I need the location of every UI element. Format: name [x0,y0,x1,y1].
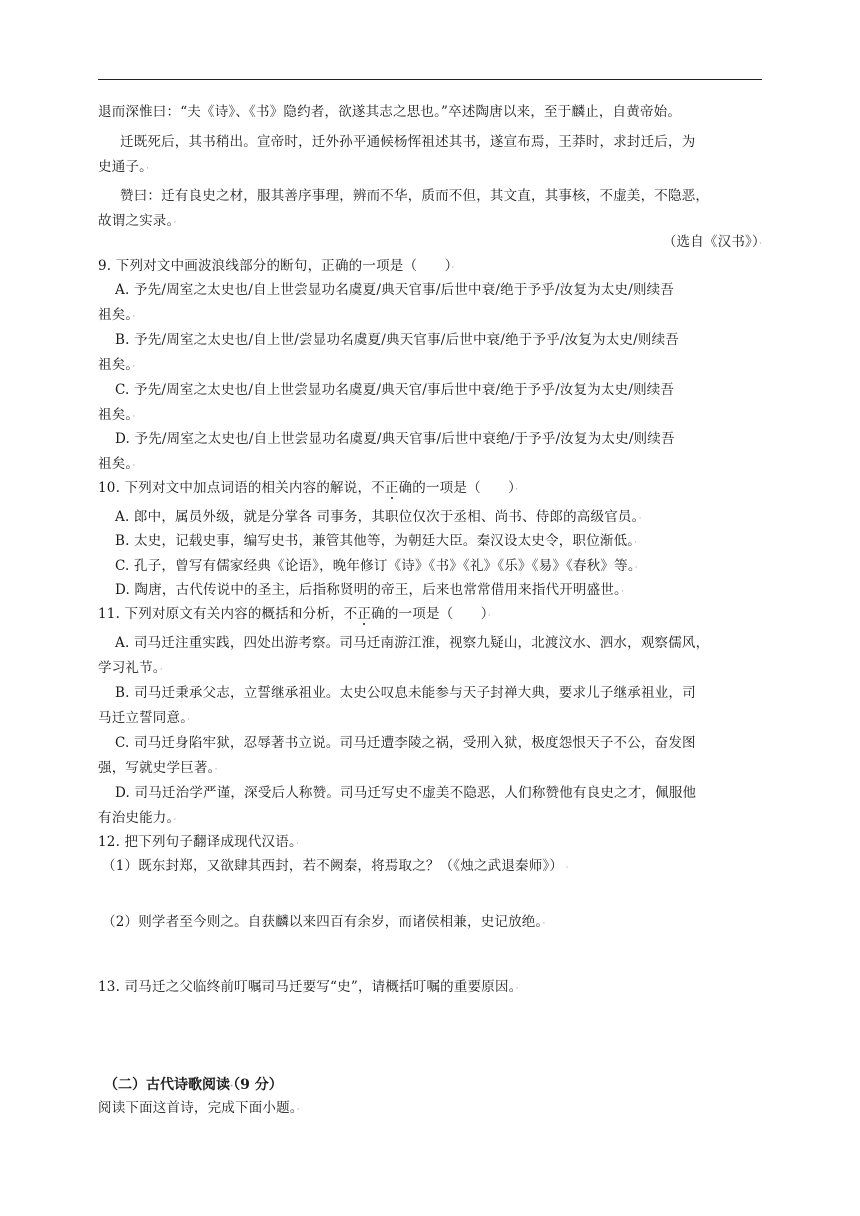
q9-option-d-cont: 祖矣。· [98,456,136,472]
q12-sentence-1: （1）既东封郑，又欲肆其西封，若不阙秦，将焉取之？（《烛之武退秦师》） · [102,858,569,874]
passage-source: （选自《汉书》）· [662,234,762,250]
q12-sentence-2: （2）则学者至今则之。自获麟以来四百有余岁，而诸侯相兼，史记放绝。· [102,914,546,930]
section-heading: （二）古代诗歌阅读·（9 分） [104,1077,283,1093]
q10-option-d: D. 陶唐，古代传说中的圣主，后指称贤明的帝王，后来也常常借用来指代开明盛世。· [115,582,625,598]
question-10-stem: 10. 下列对文中加点词语的相关内容的解说，不正确的一项是（ ）· [98,480,519,496]
header-rule [98,79,762,80]
q11-option-c-cont: 强，写就史学巨著。· [98,760,218,776]
emphasis-dotted-text: 不正确 [343,606,385,622]
q11-option-a-cont: 学习礼节。· [98,660,163,676]
q11-option-d-cont: 有治史能力。· [98,810,177,826]
q11-option-b-cont: 马迁立誓同意。· [98,710,191,726]
question-13-stem: 13. 司马迁之父临终前叮嘱司马迁要写“史”，请概括叮嘱的重要原因。· [98,979,519,995]
q11-option-d: D. 司马迁治学严谨，深受后人称赞。司马迁写史不虚美不隐恶，人们称赞他有良史之才，佩服他 [115,785,697,801]
q10-option-a: A. 郎中，属员外级，就是分掌各 司事务，其职位仅次于丞相、尚书、侍郎的高级官员。· [115,509,642,525]
passage-paragraph-3-cont: 故谓之实录。· [98,213,177,229]
q9-option-a: A. 予先/周室之太史也/自上世尝显功名虞夏/典天官事/后世中衰/绝于予乎/汝复为太史/则续吾 [115,282,675,298]
q10-option-c: C. 孔子，曾写有儒家经典《论语》，晚年修订《诗》《书》《礼》《乐》《易》《春秋》等。· [115,558,638,574]
passage-paragraph-3: 赞曰：迁有良史之材，服其善序事理，辨而不华，质而不但，其文直，其事核，不虚美，不隐恶， [120,188,710,204]
question-9-stem: 9. 下列对文中画波浪线部分的断句，正确的一项是（ ）· [98,258,455,274]
q11-option-c: C. 司马迁身陷牢狱，忍辱著书立说。司马迁遭李陵之祸，受刑入狱，极度怨恨天子不公，奋发图 [115,735,696,751]
q11-option-b: B. 司马迁秉承父志，立誓继承祖业。太史公叹息未能参与天子封禅大典，要求儿子继承祖业，司 [115,685,696,701]
passage-paragraph-1: 退而深惟曰：“夫《诗》、《书》隐约者，欲遂其志之思也。”卒述陶唐以来，至于麟止，自黄帝始。 [98,104,682,120]
question-11-stem: 11. 下列对原文有关内容的概括和分析，不正确的一项是（ ）· [98,606,491,622]
passage-paragraph-2: 迁既死后，其书稍出。宣帝时，迁外孙平通候杨恽祖述其书，遂宣布焉，王莽时，求封迁后，为 [120,134,696,150]
section-intro: 阅读下面这首诗，完成下面小题。· [98,1100,300,1116]
passage-paragraph-2-cont: 史通子。· [98,159,150,175]
q9-option-a-cont: 祖矣。· [98,307,136,323]
q9-option-c-cont: 祖矣。· [98,407,136,423]
q9-option-d: D. 予先/周室之太史也/自上世尝显功名虞夏/典天官事/后世中衰绝/于予乎/汝复为太史/则续吾 [115,431,675,447]
question-12-stem: 12. 把下列句子翻译成现代汉语。· [98,834,299,850]
q10-option-b: B. 太史，记载史事，编写史书，兼管其他等，为朝廷大臣。秦汉设太史令，职位渐低。· [115,533,638,549]
q9-option-b-cont: 祖矣。· [98,357,136,373]
q9-option-c: C. 予先/周室之太史也/自上世尝显功名虞夏/典天官/事后世中衰/绝于予乎/汝复为太史/则续吾 [115,382,675,398]
emphasis-dotted-text: 不正确 [371,480,413,496]
q11-option-a: A. 司马迁注重实践，四处出游考察。司马迁南游江淮，视察九疑山，北渡汶水、泗水，观察儒风， [115,635,710,651]
q9-option-b: B. 予先/周室之太史也/自上世/尝显功名虞夏/典天官事/后世中衰/绝于予乎/汝复为太史/则续吾 [115,332,679,348]
